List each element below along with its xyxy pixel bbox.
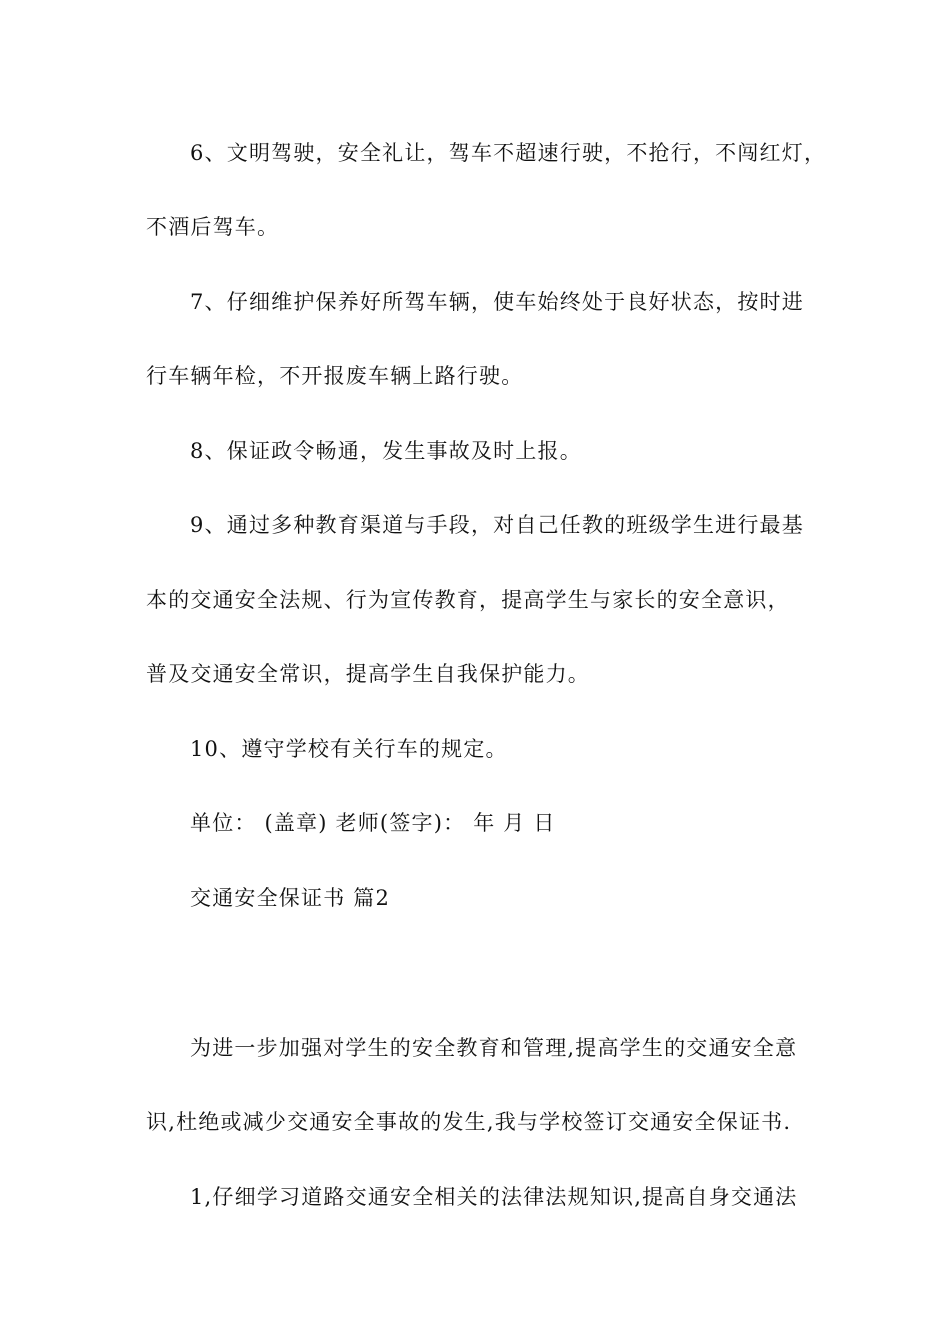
item-1-line-1: 1,仔细学习道路交通安全相关的法律法规知识,提高自身交通法 bbox=[190, 1185, 798, 1209]
intro-paragraph-line-1: 为进一步加强对学生的安全教育和管理,提高学生的交通安全意 bbox=[190, 1036, 798, 1060]
paragraph-9-line-3: 普及交通安全常识，提高学生自我保护能力。 bbox=[146, 662, 590, 686]
paragraph-6-line-2: 不酒后驾车。 bbox=[146, 215, 280, 239]
section-heading: 交通安全保证书 篇2 bbox=[190, 886, 391, 910]
paragraph-7-line-1: 7、仔细维护保养好所驾车辆，使车始终处于良好状态，按时进 bbox=[190, 290, 804, 314]
paragraph-10: 10、遵守学校有关行车的规定。 bbox=[190, 737, 508, 761]
signature-line: 单位： (盖章) 老师(签字)： 年 月 日 bbox=[190, 811, 556, 835]
intro-paragraph-line-2: 识,杜绝或减少交通安全事故的发生,我与学校签订交通安全保证书. bbox=[146, 1110, 792, 1134]
paragraph-9-line-2: 本的交通安全法规、行为宣传教育，提高学生与家长的安全意识， bbox=[146, 588, 790, 612]
paragraph-7-line-2: 行车辆年检，不开报废车辆上路行驶。 bbox=[146, 364, 524, 388]
paragraph-8: 8、保证政令畅通，发生事故及时上报。 bbox=[190, 439, 582, 463]
paragraph-9-line-1: 9、通过多种教育渠道与手段，对自己任教的班级学生进行最基 bbox=[190, 513, 804, 537]
paragraph-6-line-1: 6、文明驾驶，安全礼让，驾车不超速行驶，不抢行，不闯红灯， bbox=[190, 141, 827, 165]
